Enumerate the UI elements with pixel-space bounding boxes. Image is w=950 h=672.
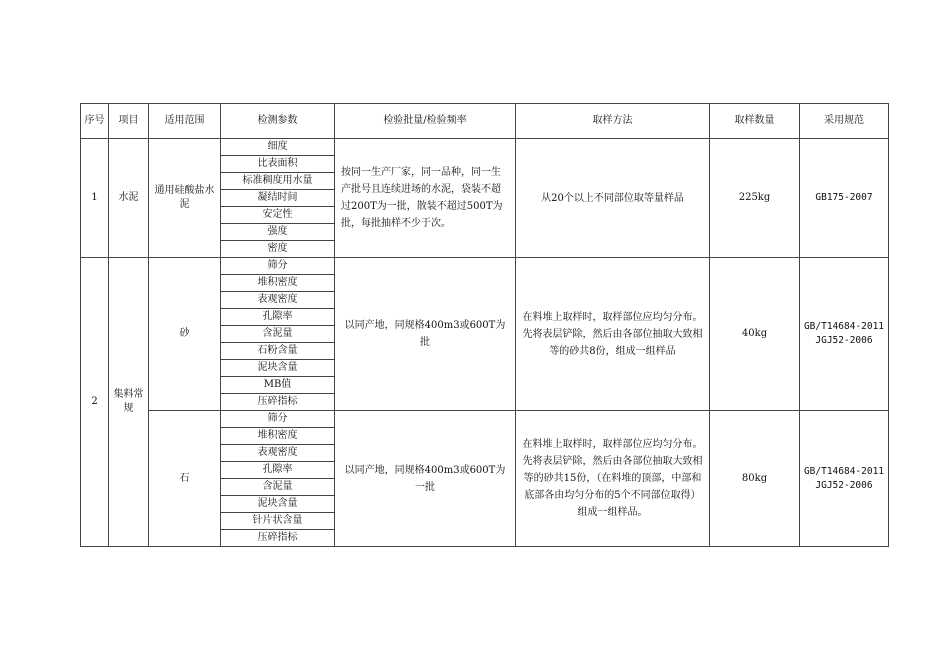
stone-qty: 80kg — [710, 411, 800, 547]
sand-batch: 以同产地，同规格400m3或600T为批 — [335, 258, 516, 411]
cement-qty: 225kg — [710, 139, 800, 258]
table-row — [81, 139, 889, 156]
sand-method: 在料堆上取样时，取样部位应均匀分布。先将表层铲除，然后由各部位抽取大致相等的砂共8份，组成一组样品 — [516, 258, 710, 411]
sand-param: 孔隙率 — [221, 309, 335, 326]
sand-spec-gb: GB/T14684-2011 — [803, 321, 885, 332]
stone-spec-jgj: JGJ52-2006 — [815, 479, 873, 491]
cement-param: 强度 — [221, 224, 335, 241]
stone-param: 含泥量 — [221, 479, 335, 496]
stone-spec-gb: GB/T14684-2011 — [803, 465, 885, 477]
sand-param: MB值 — [221, 377, 335, 394]
sampling-standards-table — [80, 103, 889, 547]
table-row — [81, 411, 889, 428]
cement-method: 从20个以上不同部位取等量样品 — [516, 139, 710, 258]
sand-qty: 40kg — [710, 258, 800, 411]
cement-param: 密度 — [221, 241, 335, 258]
cement-param: 比表面积 — [221, 156, 335, 173]
table-row — [81, 258, 889, 275]
stone-param: 泥块含量 — [221, 496, 335, 513]
header-batch: 检验批量/检验频率 — [335, 104, 516, 139]
sand-param: 表观密度 — [221, 292, 335, 309]
header-params: 检测参数 — [221, 104, 335, 139]
sand-scope: 砂 — [149, 258, 221, 411]
cement-spec: GB175-2007 — [800, 139, 889, 258]
sand-spec — [800, 258, 889, 411]
aggregate-seq: 2 — [81, 258, 109, 547]
stone-param: 孔隙率 — [221, 462, 335, 479]
stone-param: 筛分 — [221, 411, 335, 428]
aggregate-item: 集料常规 — [109, 258, 149, 547]
sand-param: 石粉含量 — [221, 343, 335, 360]
sand-param: 堆积密度 — [221, 275, 335, 292]
sand-spec-jgj: JGJ52-2006 — [815, 335, 873, 346]
header-qty: 取样数量 — [710, 104, 800, 139]
cement-param: 安定性 — [221, 207, 335, 224]
sand-param: 筛分 — [221, 258, 335, 275]
stone-param: 针片状含量 — [221, 513, 335, 530]
cement-scope: 通用硅酸盐水泥 — [149, 139, 221, 258]
sand-param: 泥块含量 — [221, 360, 335, 377]
cement-param: 细度 — [221, 139, 335, 156]
header-row — [81, 104, 889, 139]
stone-param: 表观密度 — [221, 445, 335, 462]
stone-param: 堆积密度 — [221, 428, 335, 445]
stone-batch: 以同产地，同规格400m3或600T为一批 — [335, 411, 516, 547]
cement-param: 标准稠度用水量 — [221, 173, 335, 190]
sand-param: 压碎指标 — [221, 394, 335, 411]
stone-scope: 石 — [149, 411, 221, 547]
header-method: 取样方法 — [516, 104, 710, 139]
cement-seq: 1 — [81, 139, 109, 258]
header-scope: 适用范围 — [149, 104, 221, 139]
header-spec: 采用规范 — [800, 104, 889, 139]
sand-param: 含泥量 — [221, 326, 335, 343]
header-item: 项目 — [109, 104, 149, 139]
cement-batch: 按同一生产厂家，同一品种，同一生产批号且连续进场的水泥，袋装不超过200T为一批，散装不超过500T为批，每批抽样不少于次。 — [335, 139, 516, 258]
cement-param: 凝结时间 — [221, 190, 335, 207]
header-seq: 序号 — [81, 104, 109, 139]
stone-method: 在料堆上取样时，取样部位应均匀分布。先将表层铲除，然后由各部位抽取大致相等的砂共15份，（在料堆的顶部，中部和底部各由均匀分布的5个不同部位取得）组成一组样品。 — [516, 411, 710, 547]
cement-item: 水泥 — [109, 139, 149, 258]
stone-spec — [800, 411, 889, 547]
stone-param: 压碎指标 — [221, 530, 335, 547]
